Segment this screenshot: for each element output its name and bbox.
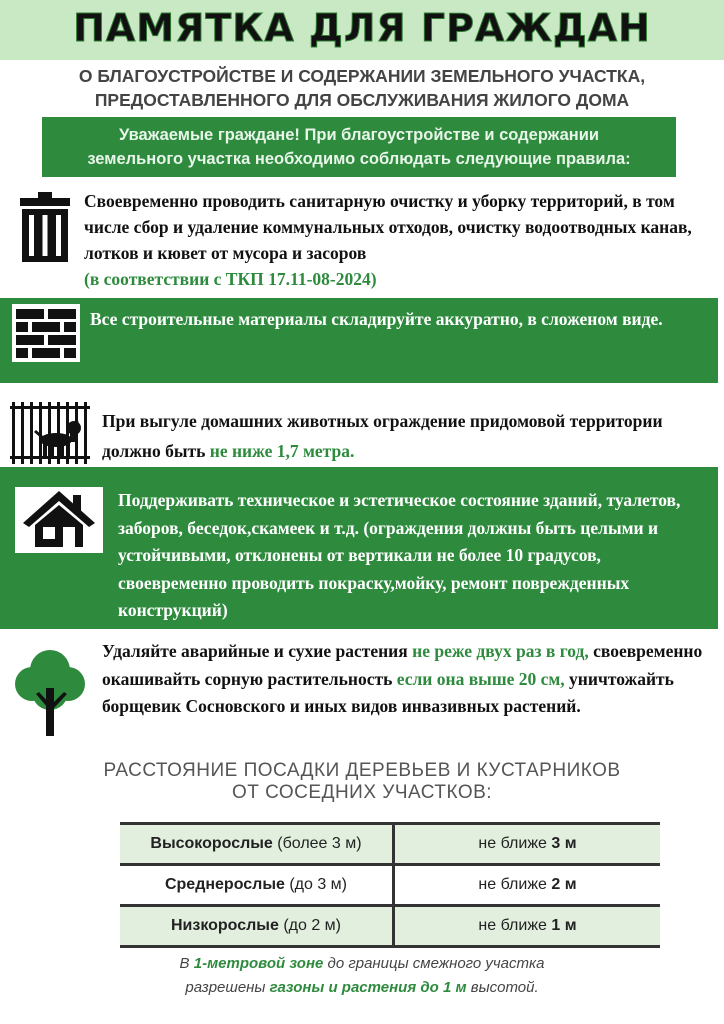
subtitle-line-2: ПРЕДОСТАВЛЕННОГО ДЛЯ ОБСЛУЖИВАНИЯ ЖИЛОГО ДОМА — [94, 90, 630, 110]
table-row — [120, 824, 660, 865]
rule-trash-note: (в соответствии с ТКП 17.11-08-2024) — [84, 269, 377, 289]
trash-can-icon — [18, 192, 72, 262]
table-cell-type: Среднерослые (до 3 м) — [120, 865, 394, 906]
dog-fence-icon — [10, 400, 90, 464]
rule-plants-hl2: если она выше 20 см, — [396, 668, 565, 689]
brick-wall-icon — [12, 304, 80, 362]
intro-line-1: Уважаемые граждане! При благоустройстве и содержании — [118, 126, 600, 144]
footnote-line-2: разрешены газоны и растения до 1 м высотой. — [185, 979, 539, 996]
subtitle — [0, 64, 724, 112]
table-cell-type: Низкорослые (до 2 м) — [120, 906, 394, 947]
footnote-line-1: В 1-метровой зоне до границы смежного участка — [179, 955, 545, 972]
distance-heading-line-1: РАССТОЯНИЕ ПОСАДКИ ДЕРЕВЬЕВ И КУСТАРНИКОВ — [103, 760, 621, 781]
rule-pets-text: При выгуле домашних животных ограждение придомовой территории должно быть — [102, 411, 663, 461]
subtitle-line-1: О БЛАГОУСТРОЙСТВЕ И СОДЕРЖАНИИ ЗЕМЕЛЬНОГО УЧАСТКА, — [78, 66, 646, 86]
table-cell-distance: не ближе 1 м — [394, 906, 661, 947]
rule-trash — [84, 188, 714, 292]
rule-pets-highlight: не ниже 1,7 метра. — [209, 441, 355, 461]
distance-table — [120, 822, 660, 948]
table-cell-distance: не ближе 3 м — [394, 824, 661, 865]
rule-pets — [102, 406, 712, 466]
intro-line-2: земельного участка необходимо соблюдать следующие правила: — [87, 150, 631, 168]
rule-trash-text: Своевременно проводить санитарную очистку и уборку территорий, в том числе сбор и удаление коммунальных отходов, очистку водоотводных канав, лотков и кювет от мусора и засоров — [84, 191, 692, 263]
rule-plants-hl1: не реже двух раз в год, — [412, 641, 589, 661]
rule-plants-part3: уничтожайть борщевик Сосновского и иных видов инвазивных растений. — [102, 668, 674, 716]
distance-heading-line-2: ОТ СОСЕДНИХ УЧАСТКОВ: — [231, 782, 493, 803]
tree-icon — [12, 648, 88, 738]
table-row — [120, 865, 660, 906]
rule-plants-part1: Удаляйте аварийные и сухие растения — [102, 641, 408, 661]
rule-plants — [102, 638, 714, 721]
rule-buildings: Поддерживать техническое и эстетическое состояние зданий, туалетов, заборов, беседок,скамеек и т.д. (ограждения должны быть целыми и устойчивыми, отклонены от вертикали не более 10 градусов, своевременно проводить покраску,мойку, ремонт поврежденных конструкций) — [118, 490, 681, 620]
intro-box — [42, 117, 676, 177]
distance-footnote — [0, 952, 724, 1000]
table-cell-distance: не ближе 2 м — [394, 865, 661, 906]
page-title: ПАМЯТКА ДЛЯ ГРАЖДАН — [73, 6, 651, 50]
table-row — [120, 906, 660, 947]
rule-materials: Все строительные материалы складируйте аккуратно, в сложеном виде. — [90, 309, 663, 329]
rule-plants-part2: своевременно окашивайть сорную растительность — [102, 641, 703, 689]
table-cell-type: Высокорослые (более 3 м) — [120, 824, 394, 865]
house-icon — [15, 487, 103, 553]
distance-heading — [0, 760, 724, 804]
